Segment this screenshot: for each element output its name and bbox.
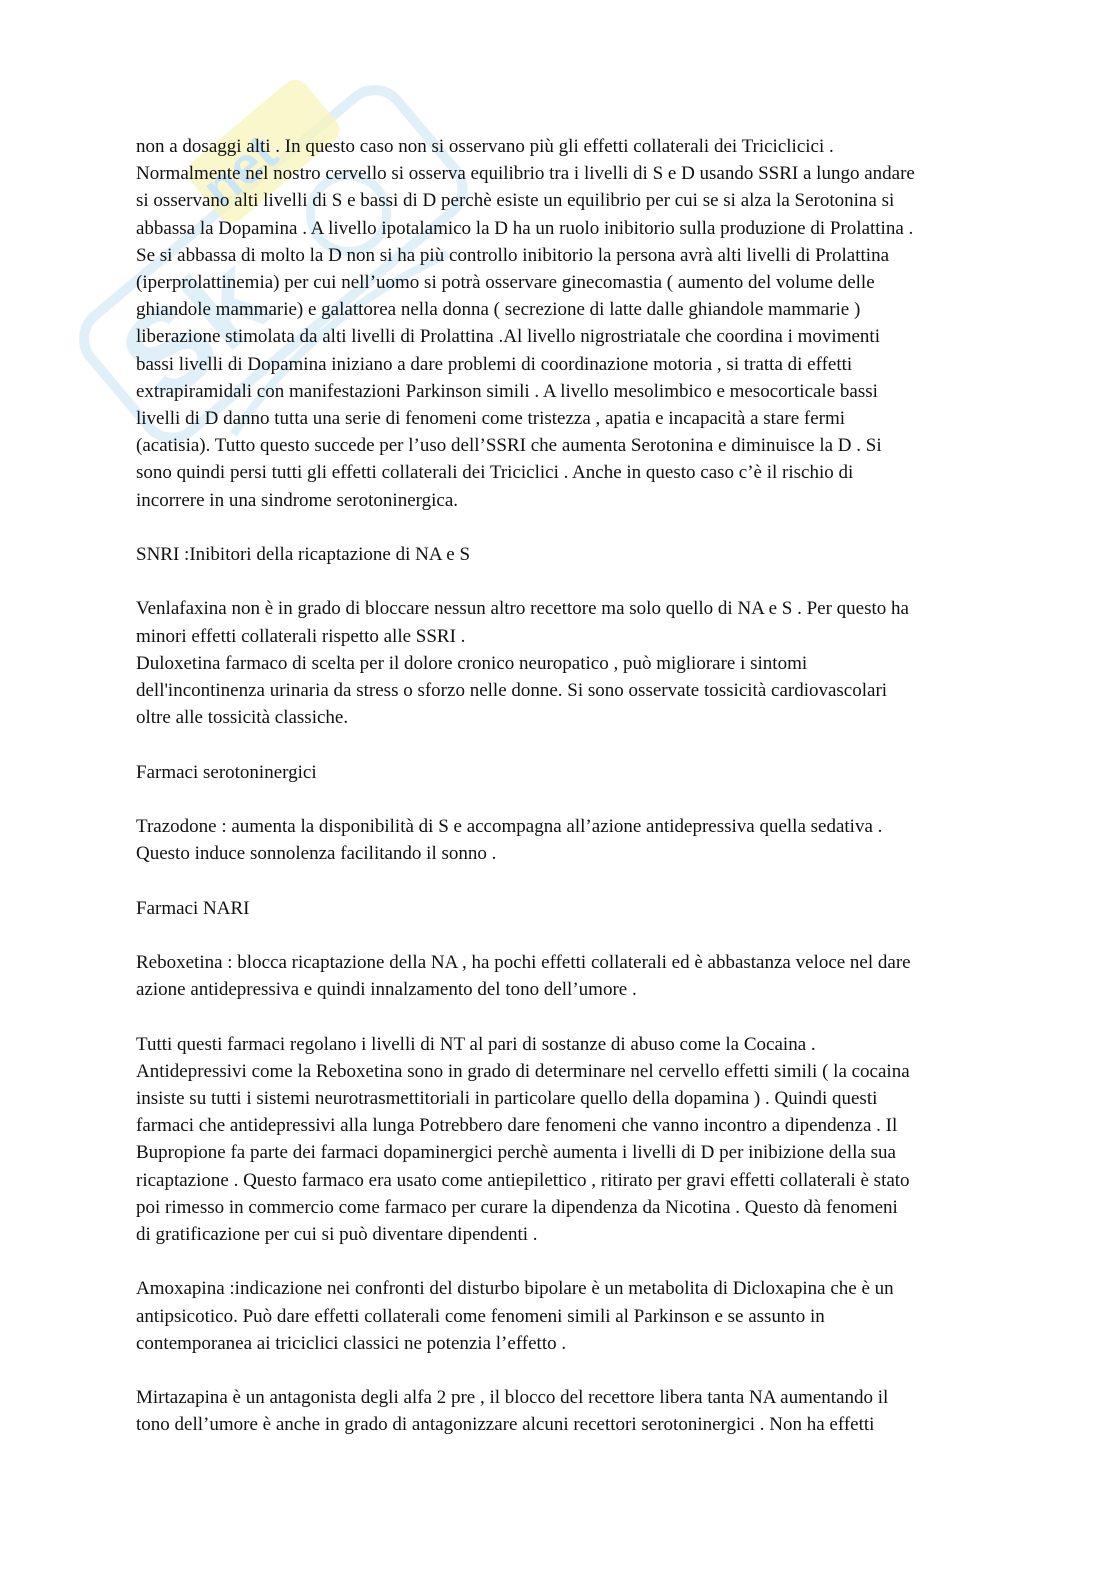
- text-line: Se si abbassa di molto la D non si ha più controllo inibitorio la persona avrà alti livelli di Prolattina: [136, 244, 890, 266]
- text-line: Questo induce sonnolenza facilitando il sonno .: [136, 843, 497, 865]
- text-line: farmaci che antidepressivi alla lunga Potrebbero dare fenomeni che vanno incontro a dipendenza . Il: [136, 1115, 898, 1137]
- text-line: poi rimesso in commercio come farmaco per curare la dipendenza da Nicotina . Questo dà fenomeni: [136, 1196, 898, 1218]
- text-line: oltre alle tossicità classiche.: [136, 707, 349, 729]
- paragraph-amoxapina: [136, 1275, 986, 1357]
- text-line: Mirtazapina è un antagonista degli alfa 2 pre , il blocco del recettore libera tanta NA aumentando il: [136, 1387, 889, 1409]
- text-line: sono quindi persi tutti gli effetti collaterali dei Triciclici . Anche in questo caso c’è il rischio di: [136, 462, 854, 484]
- text-line: (acatisia). Tutto questo succede per l’uso dell’SSRI che aumenta Serotonina e diminuisce la D . Si: [136, 435, 882, 457]
- text-line: (iperprolattinemia) per cui nell’uomo si potrà osservare ginecomastia ( aumento del volume delle: [136, 272, 875, 294]
- text-line: Duloxetina farmaco di scelta per il dolore cronico neuropatico , può migliorare i sintomi: [136, 652, 808, 674]
- text-line: livelli di D danno tutta una serie di fenomeni come tristezza , apatia e incapacità a stare fermi: [136, 408, 846, 430]
- heading-serotoninergici: [136, 759, 986, 786]
- text-line: SNRI :Inibitori della ricaptazione di NA e S: [136, 544, 471, 566]
- text-line: abbassa la Dopamina . A livello ipotalamico la D ha un ruolo inibitorio sulla produzione di Prolattina .: [136, 217, 914, 239]
- text-line: extrapiramidali con manifestazioni Parkinson simili . A livello mesolimbico e mesocorticale bassi: [136, 380, 878, 402]
- text-line: antipsicotico. Può dare effetti collaterali come fenomeni simili al Parkinson e se assunto in: [136, 1305, 825, 1327]
- text-line: Antidepressivi come la Reboxetina sono in grado di determinare nel cervello effetti simili ( la cocaina: [136, 1060, 910, 1082]
- text-line: Farmaci serotoninergici: [136, 761, 317, 783]
- text-line: insiste su tutti i sistemi neurotrasmettitoriali in particolare quello della dopamina ) . Quindi questi: [136, 1088, 878, 1109]
- text-line: Trazodone : aumenta la disponibilità di S e accompagna all’azione antidepressiva quella sedativa .: [136, 816, 883, 838]
- text-line: si osservano alti livelli di S e bassi di D perchè esiste un equilibrio per cui se si alza la Serotonina si: [136, 190, 895, 212]
- text-line: incorrere in una sindrome serotoninergica.: [136, 489, 459, 511]
- text-line: ricaptazione . Questo farmaco era usato come antiepilettico , ritirato per gravi effetti collaterali è stato: [136, 1169, 910, 1191]
- text-line: Venlafaxina non è in grado di bloccare nessun altro recettore ma solo quello di NA e S . Per questo ha: [136, 598, 909, 620]
- svg-text:net: net: [191, 124, 289, 219]
- text-line: liberazione stimolata da alti livelli di Prolattina .Al livello nigrostriatale che coordina i movimenti: [136, 326, 880, 348]
- paragraph-intro: [136, 133, 986, 514]
- svg-text:Sk: Sk: [95, 229, 295, 427]
- text-line: ghiandole mammarie) e galattorea nella donna ( secrezione di latte dalle ghiandole mammarie ): [136, 299, 861, 321]
- paragraph-venlafaxina: [136, 595, 986, 731]
- text-line: Amoxapina :indicazione nei confronti del disturbo bipolare è un metabolita di Dicloxapina che è un: [136, 1278, 894, 1300]
- paragraph-reboxetina: [136, 949, 986, 1003]
- paragraph-mirtazapina: [136, 1384, 986, 1438]
- text-line: bassi livelli di Dopamina iniziano a dare problemi di coordinazione motoria , si tratta di effetti: [136, 353, 853, 375]
- paragraph-trazodone: [136, 813, 986, 867]
- text-line: tono dell’umore è anche in grado di antagonizzare alcuni recettori serotoninergici . Non ha effetti: [136, 1414, 875, 1436]
- text-line: Farmaci NARI: [136, 897, 250, 919]
- text-line: Tutti questi farmaci regolano i livelli di NT al pari di sostanze di abuso come la Cocaina .: [136, 1033, 816, 1055]
- text-line: azione antidepressiva e quindi innalzamento del tono dell’umore .: [136, 979, 637, 1001]
- text-line: Normalmente nel nostro cervello si osserva equilibrio tra i livelli di S e D usando SSRI a lungo andare: [136, 163, 915, 185]
- text-line: non a dosaggi alti . In questo caso non si osservano più gli effetti collaterali dei Triciclicici .: [136, 136, 834, 157]
- text-line: di gratificazione per cui si può diventare dipendenti .: [136, 1224, 538, 1246]
- heading-nari: [136, 895, 986, 922]
- text-line: Bupropione fa parte dei farmaci dopaminergici perchè aumenta i livelli di D per inibizione della sua: [136, 1142, 896, 1164]
- text-line: Reboxetina : blocca ricaptazione della NA , ha pochi effetti collaterali ed è abbastanza veloce nel dare: [136, 952, 911, 973]
- heading-snri: [136, 541, 986, 568]
- paragraph-cocaina: [136, 1031, 986, 1249]
- body-text: [136, 133, 986, 1439]
- text-line: minori effetti collaterali rispetto alle SSRI .: [136, 625, 466, 647]
- text-line: dell'incontinenza urinaria da stress o sforzo nelle donne. Si sono osservate tossicità cardiovascolari: [136, 680, 888, 702]
- text-line: contemporanea ai triciclici classici ne potenzia l’effetto .: [136, 1332, 567, 1354]
